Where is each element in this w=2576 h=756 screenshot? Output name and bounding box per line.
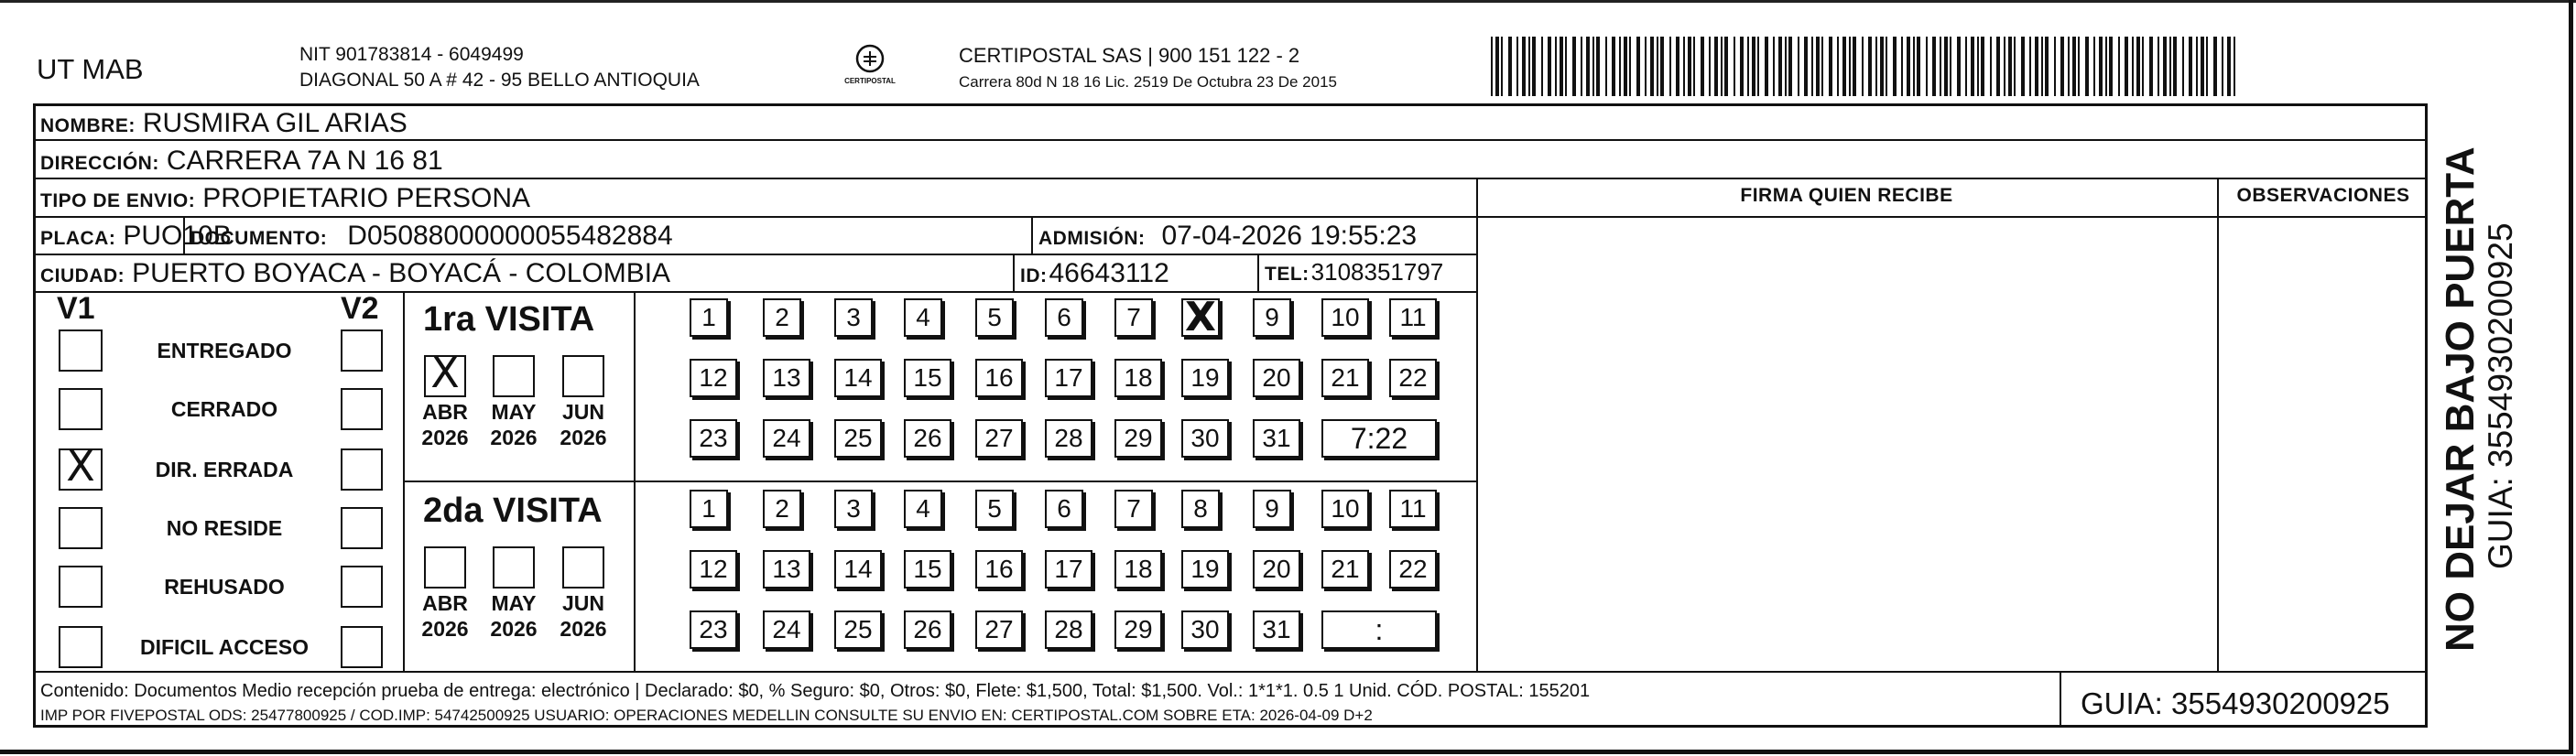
- visit1-day-20[interactable]: 20: [1253, 359, 1300, 397]
- firma-header: FIRMA QUIEN RECIBE: [1740, 185, 1953, 206]
- barcode-bar: [2093, 37, 2095, 96]
- visit2-day-5[interactable]: 5: [975, 490, 1014, 528]
- barcode-bar: [2196, 37, 2198, 96]
- barcode-bar: [1788, 37, 1792, 96]
- visit2-day-27[interactable]: 27: [975, 610, 1023, 649]
- visit2-day-11[interactable]: 11: [1389, 490, 1437, 528]
- barcode-bar: [1650, 37, 1654, 96]
- v2-checkbox[interactable]: [341, 329, 383, 372]
- visit2-day-4[interactable]: 4: [904, 490, 942, 528]
- barcode-bar: [1965, 37, 1967, 96]
- barcode-bar: [2182, 37, 2184, 96]
- visit2-day-7[interactable]: 7: [1114, 490, 1153, 528]
- visit2-month-year: 2026: [490, 617, 538, 641]
- visit1-month-name: JUN: [561, 400, 604, 424]
- observaciones-header: OBSERVACIONES: [2236, 185, 2410, 206]
- tipo-envio-value: PROPIETARIO PERSONA: [202, 183, 531, 213]
- side-guia: GUIA: 3554930200925: [2482, 222, 2519, 569]
- barcode-bar: [1757, 37, 1759, 96]
- visit1-day-3[interactable]: 3: [834, 298, 873, 337]
- visit1-title: 1ra VISITA: [423, 300, 595, 339]
- visit2-title: 2da VISITA: [423, 491, 603, 530]
- barcode-bar: [2201, 37, 2204, 96]
- visit1-day-10[interactable]: 10: [1321, 298, 1369, 337]
- barcode-bar: [1842, 37, 1846, 96]
- barcode-bar: [1560, 37, 1563, 96]
- barcode-bar: [2072, 37, 2076, 96]
- barcode-bar: [2158, 37, 2159, 96]
- ciudad-value: PUERTO BOYACA - BOYACÁ - COLOMBIA: [132, 258, 671, 288]
- footer-print-info: IMP POR FIVEPOSTAL ODS: 25477800925 / COD.IMP: 54742500925 USUARIO: OPERACIONES MEDELLIN CONSULTE SU ENVIO EN: CERTIPOSTAL.COM SOBRE ETA: 2026-04-09 D+2: [40, 707, 1373, 724]
- visit2-month-label: [418, 590, 473, 642]
- barcode-bar: [1804, 37, 1808, 96]
- barcode-bar: [1907, 37, 1910, 96]
- barcode-bar: [2173, 37, 2177, 96]
- v2-checkbox[interactable]: [341, 388, 383, 430]
- status-label: REHUSADO: [164, 575, 285, 599]
- barcode-bar: [1657, 37, 1658, 96]
- visit2-month-checkbox[interactable]: [424, 546, 466, 589]
- visit1-day-12[interactable]: 12: [690, 359, 737, 397]
- barcode-bar: [1829, 37, 1832, 96]
- visit2-day-25[interactable]: 25: [834, 610, 882, 649]
- direccion-label: DIRECCIÓN:: [40, 153, 159, 174]
- visit2-day-24[interactable]: 24: [763, 610, 810, 649]
- visit1-month-label: [418, 399, 473, 450]
- status-label: NO RESIDE: [166, 516, 283, 540]
- barcode-bar: [1971, 37, 1974, 96]
- barcode-bar: [1586, 37, 1590, 96]
- visit1-day-29[interactable]: 29: [1114, 419, 1162, 458]
- visit2-day-14[interactable]: 14: [834, 550, 882, 589]
- v2-checkbox[interactable]: [341, 566, 383, 608]
- v1-checkbox[interactable]: [59, 507, 103, 549]
- barcode-bar: [2041, 37, 2043, 96]
- barcode-bar: [1555, 37, 1557, 96]
- company-license: Carrera 80d N 18 16 Lic. 2519 De Octubra 23 De 2015: [959, 73, 1337, 91]
- visit2-day-21[interactable]: 21: [1321, 550, 1369, 589]
- visit2-day-28[interactable]: 28: [1045, 610, 1092, 649]
- status-label: ENTREGADO: [157, 339, 292, 362]
- v1-checkbox[interactable]: [59, 626, 103, 668]
- footer-guia: GUIA: 3554930200925: [2081, 686, 2390, 720]
- barcode-bar: [2213, 37, 2217, 96]
- barcode-bar: [1495, 37, 1499, 96]
- barcode-bar: [2189, 37, 2192, 96]
- visit2-month-name: JUN: [561, 591, 604, 615]
- barcode-bar: [1669, 37, 1671, 96]
- barcode-bar: [1491, 37, 1493, 96]
- firma-area[interactable]: [1476, 216, 2217, 671]
- visit2-day-29[interactable]: 29: [1114, 610, 1162, 649]
- v1-checkbox[interactable]: [59, 388, 103, 430]
- visit2-day-13[interactable]: 13: [763, 550, 810, 589]
- barcode-bar: [1932, 37, 1936, 96]
- visit2-month-label: [486, 590, 541, 642]
- barcode-bar: [2029, 37, 2031, 96]
- status-label: DIFICIL ACCESO: [139, 635, 309, 659]
- barcode-bar: [2132, 37, 2134, 96]
- barcode-bar: [1944, 37, 1948, 96]
- barcode-bar: [1629, 37, 1631, 96]
- barcode-bar: [2125, 37, 2128, 96]
- barcode-bar: [1501, 37, 1503, 96]
- v1-checkmark: X: [66, 441, 95, 491]
- barcode-bar: [1917, 37, 1920, 96]
- barcode-bar: [1747, 37, 1749, 96]
- barcode-bar: [1676, 37, 1679, 96]
- visit1-month-checkmark: X: [430, 348, 460, 397]
- placa-label: PLACA:: [40, 228, 116, 249]
- barcode-bar: [1596, 37, 1600, 96]
- barcode-bar: [1886, 37, 1887, 96]
- observaciones-area[interactable]: [2219, 216, 2428, 671]
- sender-nit: NIT 901783814 - 6049499: [299, 44, 524, 65]
- nombre-label: NOMBRE:: [40, 115, 136, 136]
- barcode-bar: [1853, 37, 1856, 96]
- visit2-month-name: MAY: [491, 591, 537, 615]
- barcode-bar: [1996, 37, 2000, 96]
- visit1-day-19[interactable]: 19: [1181, 359, 1229, 397]
- barcode-bar: [2035, 37, 2038, 96]
- ciudad-label: CIUDAD:: [40, 265, 125, 286]
- barcode-bar: [1990, 37, 1992, 96]
- barcode-bar: [1740, 37, 1744, 96]
- barcode-bar: [1868, 37, 1872, 96]
- visit2-day-12[interactable]: 12: [690, 550, 737, 589]
- visit1-day-21[interactable]: 21: [1321, 359, 1369, 397]
- barcode: [1491, 37, 2242, 96]
- barcode-bar: [1548, 37, 1551, 96]
- visit1-day-26[interactable]: 26: [904, 419, 951, 458]
- documento-value: D05088000000055482884: [347, 221, 673, 251]
- barcode-bar: [1541, 37, 1543, 96]
- visit1-day-8[interactable]: [1181, 294, 1220, 340]
- barcode-bar: [1592, 37, 1594, 96]
- admision-value: 07-04-2026 19:55:23: [1161, 221, 1418, 251]
- barcode-bar: [1862, 37, 1864, 96]
- visit1-day-17[interactable]: 17: [1045, 359, 1092, 397]
- visit1-day-5[interactable]: 5: [975, 298, 1014, 337]
- barcode-bar: [2163, 37, 2167, 96]
- visit2-time-field[interactable]: :: [1321, 610, 1437, 649]
- barcode-bar: [2227, 37, 2231, 96]
- barcode-bar: [1724, 37, 1728, 96]
- barcode-bar: [1693, 37, 1695, 96]
- visit1-day-checkmark: X: [1185, 294, 1216, 340]
- visit1-day-6[interactable]: 6: [1045, 298, 1083, 337]
- barcode-bar: [1901, 37, 1903, 96]
- visit1-day-27[interactable]: 27: [975, 419, 1023, 458]
- visit1-day-22[interactable]: 22: [1389, 359, 1437, 397]
- barcode-bar: [2045, 37, 2049, 96]
- visit1-month-checkbox[interactable]: [424, 348, 466, 397]
- barcode-bar: [1785, 37, 1787, 96]
- visit1-day-2[interactable]: 2: [763, 298, 801, 337]
- visit1-month-year: 2026: [560, 426, 607, 449]
- barcode-bar: [1957, 37, 1961, 96]
- visit1-month-year: 2026: [421, 426, 469, 449]
- nombre-value: RUSMIRA GIL ARIAS: [142, 108, 408, 138]
- v1-header: V1: [57, 291, 95, 326]
- barcode-bar: [1683, 37, 1685, 96]
- barcode-bar: [1605, 37, 1607, 96]
- barcode-bar: [1581, 37, 1582, 96]
- barcode-bar: [1528, 37, 1530, 96]
- admision-label: ADMISIÓN:: [1038, 228, 1146, 249]
- visit2-month-year: 2026: [421, 617, 469, 641]
- barcode-bar: [1636, 37, 1640, 96]
- visit1-month-checkbox[interactable]: [493, 355, 535, 397]
- barcode-bar: [2118, 37, 2120, 96]
- visit2-day-30[interactable]: 30: [1181, 610, 1229, 649]
- tipo-envio-label: TIPO DE ENVIO:: [40, 190, 196, 211]
- footer-content: Contenido: Documentos Medio recepción prueba de entrega: electrónico | Declarado: $0, % Seguro: $0, Otros: $0, Flete: $1,500, Total: $1,500. Vol.: 1*1*1. 0.5 1 Unid. CÓD. POSTAL: 155201: [40, 681, 1591, 701]
- barcode-bar: [2142, 37, 2144, 96]
- barcode-bar: [2060, 37, 2064, 96]
- barcode-bar: [2078, 37, 2080, 96]
- barcode-bar: [2014, 37, 2016, 96]
- tel-label: TEL:: [1265, 264, 1310, 285]
- barcode-bar: [1811, 37, 1813, 96]
- barcode-bar: [1816, 37, 1820, 96]
- barcode-bar: [1709, 37, 1711, 96]
- barcode-bar: [1880, 37, 1884, 96]
- barcode-bar: [1940, 37, 1941, 96]
- barcode-bar: [2068, 37, 2070, 96]
- visit1-time-field[interactable]: 7:22: [1321, 419, 1437, 458]
- visit2-day-10[interactable]: 10: [1321, 490, 1369, 528]
- barcode-bar: [1950, 37, 1951, 96]
- visit2-day-26[interactable]: 26: [904, 610, 951, 649]
- id-label: ID:: [1020, 265, 1048, 286]
- barcode-bar: [1688, 37, 1691, 96]
- barcode-bar: [1508, 37, 1512, 96]
- visit2-day-20[interactable]: 20: [1253, 550, 1300, 589]
- barcode-bar: [1849, 37, 1851, 96]
- barcode-bar: [1798, 37, 1799, 96]
- visit2-month-name: ABR: [422, 591, 468, 615]
- logo-caption: CERTIPOSTAL: [844, 77, 896, 85]
- barcode-bar: [1714, 37, 1718, 96]
- barcode-bar: [2206, 37, 2208, 96]
- no-dejar-warning: NO DEJAR BAJO PUERTA: [2438, 146, 2483, 652]
- visit2-day-17[interactable]: 17: [1045, 550, 1092, 589]
- visit1-day-28[interactable]: 28: [1045, 419, 1092, 458]
- visit2-day-8[interactable]: 8: [1181, 490, 1220, 528]
- barcode-bar: [1645, 37, 1647, 96]
- barcode-bar: [1721, 37, 1723, 96]
- barcode-bar: [2109, 37, 2113, 96]
- visit2-day-2[interactable]: 2: [763, 490, 801, 528]
- visit2-day-31[interactable]: 31: [1253, 610, 1300, 649]
- barcode-bar: [1572, 37, 1576, 96]
- placa-value: PUO10B: [123, 221, 232, 251]
- v1-checkbox[interactable]: [59, 329, 103, 372]
- barcode-bar: [2021, 37, 2025, 96]
- sender-name: UT MAB: [37, 53, 144, 85]
- status-label: DIR. ERRADA: [155, 458, 294, 481]
- barcode-bar: [2234, 37, 2235, 96]
- barcode-bar: [1516, 37, 1518, 96]
- visit1-day-18[interactable]: 18: [1114, 359, 1162, 397]
- company-name: CERTIPOSTAL SAS | 900 151 122 - 2: [959, 44, 1300, 67]
- visit1-month-label: [486, 399, 541, 450]
- barcode-bar: [1624, 37, 1627, 96]
- visit1-day-25[interactable]: 25: [834, 419, 882, 458]
- barcode-bar: [1926, 37, 1928, 96]
- barcode-bar: [1565, 37, 1567, 96]
- barcode-bar: [1773, 37, 1775, 96]
- visit2-month-year: 2026: [560, 617, 607, 641]
- barcode-bar: [2054, 37, 2056, 96]
- barcode-bar: [2149, 37, 2153, 96]
- visit2-day-3[interactable]: 3: [834, 490, 873, 528]
- visit1-month-name: ABR: [422, 400, 468, 424]
- v2-checkbox[interactable]: [341, 626, 383, 668]
- v2-checkbox[interactable]: [341, 448, 383, 491]
- barcode-bar: [1821, 37, 1823, 96]
- barcode-bar: [1875, 37, 1877, 96]
- visit1-month-checkbox[interactable]: [562, 355, 604, 397]
- visit1-day-31[interactable]: 31: [1253, 419, 1300, 458]
- barcode-bar: [1913, 37, 1915, 96]
- barcode-bar: [2085, 37, 2089, 96]
- visit2-day-18[interactable]: 18: [1114, 550, 1162, 589]
- barcode-bar: [1977, 37, 1979, 96]
- documento-label: DOCUMENTO:: [190, 228, 328, 249]
- barcode-bar: [1778, 37, 1782, 96]
- visit1-day-7[interactable]: 7: [1114, 298, 1153, 337]
- certipostal-logo: [838, 38, 902, 93]
- v1-checkbox[interactable]: [59, 441, 103, 491]
- sender-address: DIAGONAL 50 A # 42 - 95 BELLO ANTIOQUIA: [299, 70, 700, 91]
- v2-checkbox[interactable]: [341, 507, 383, 549]
- barcode-bar: [1981, 37, 1984, 96]
- visit2-day-23[interactable]: 23: [690, 610, 737, 649]
- visit1-day-24[interactable]: 24: [763, 419, 810, 458]
- barcode-bar: [1701, 37, 1704, 96]
- barcode-bar: [1612, 37, 1615, 96]
- visit2-day-9[interactable]: 9: [1253, 490, 1291, 528]
- barcode-bar: [1837, 37, 1839, 96]
- barcode-bar: [2105, 37, 2107, 96]
- visit2-day-6[interactable]: 6: [1045, 490, 1083, 528]
- visit2-day-19[interactable]: 19: [1181, 550, 1229, 589]
- barcode-bar: [1752, 37, 1755, 96]
- barcode-bar: [2008, 37, 2012, 96]
- visit1-day-9[interactable]: 9: [1253, 298, 1291, 337]
- barcode-bar: [1734, 37, 1735, 96]
- visit1-month-label: [556, 399, 611, 450]
- barcode-bar: [2099, 37, 2103, 96]
- visit2-day-22[interactable]: 22: [1389, 550, 1437, 589]
- id-value: 46643112: [1049, 258, 1169, 288]
- barcode-bar: [1619, 37, 1621, 96]
- tel-value: 3108351797: [1310, 258, 1444, 286]
- visit1-day-23[interactable]: 23: [690, 419, 737, 458]
- barcode-bar: [2169, 37, 2171, 96]
- visit1-day-30[interactable]: 30: [1181, 419, 1229, 458]
- visit2-day-1[interactable]: 1: [690, 490, 728, 528]
- v2-header: V2: [341, 291, 379, 326]
- visit2-month-checkbox[interactable]: [493, 546, 535, 589]
- visit2-day-15[interactable]: 15: [904, 550, 951, 589]
- visit2-month-label: [556, 590, 611, 642]
- visit1-month-name: MAY: [491, 400, 537, 424]
- status-label: CERRADO: [170, 397, 278, 421]
- barcode-bar: [2004, 37, 2005, 96]
- visit1-month-year: 2026: [490, 426, 538, 449]
- barcode-bar: [1893, 37, 1897, 96]
- barcode-bar: [1660, 37, 1664, 96]
- barcode-bar: [2222, 37, 2223, 96]
- visit1-day-14[interactable]: 14: [834, 359, 882, 397]
- visit1-day-15[interactable]: 15: [904, 359, 951, 397]
- visit1-day-11[interactable]: 11: [1389, 298, 1437, 337]
- visit2-month-checkbox[interactable]: [562, 546, 604, 589]
- barcode-bar: [1532, 37, 1536, 96]
- v1-checkbox[interactable]: [59, 566, 103, 608]
- visit1-day-1[interactable]: 1: [690, 298, 728, 337]
- barcode-bar: [2136, 37, 2140, 96]
- visit1-day-4[interactable]: 4: [904, 298, 942, 337]
- visit1-day-16[interactable]: 16: [975, 359, 1023, 397]
- direccion-value: CARRERA 7A N 16 81: [166, 146, 443, 176]
- barcode-bar: [1522, 37, 1526, 96]
- barcode-bar: [1765, 37, 1768, 96]
- visit1-day-13[interactable]: 13: [763, 359, 810, 397]
- visit2-day-16[interactable]: 16: [975, 550, 1023, 589]
